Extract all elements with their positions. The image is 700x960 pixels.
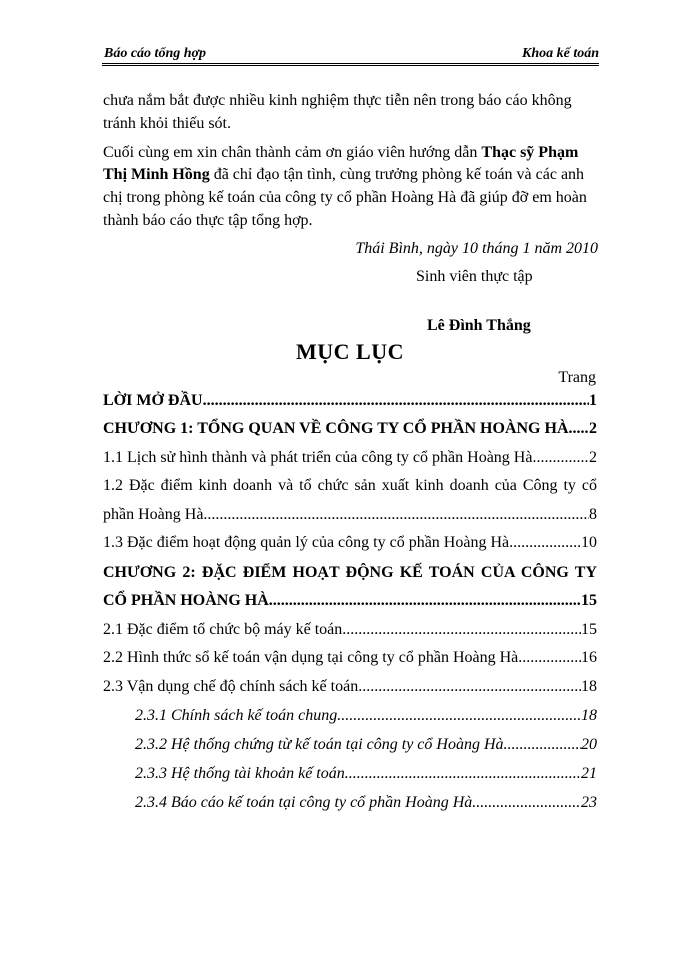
- toc-entry: 2.2 Hình thức sổ kế toán vận dụng tại công ty cổ phần Hoàng Hà ..... 16: [103, 648, 597, 668]
- toc-entry: CỔ PHẦN HOÀNG HÀ ..... 15: [103, 591, 597, 611]
- thanks-text: Cuối cùng em xin chân thành cảm ơn giáo viên hướng dẫn: [103, 144, 478, 161]
- toc-title: MỤC LỤC: [296, 339, 404, 364]
- thanks-text-2: đã chỉ đạo tận tình, cùng trưởng phòng kế toán và các anh: [213, 166, 585, 183]
- header-left-text: Báo cáo tổng hợp: [104, 46, 207, 61]
- toc-entry-wrapped-line: 1.2 Đặc điểm kinh doanh và tổ chức sản xuất kinh doanh của Công ty cổ: [103, 477, 597, 494]
- toc-entry: 2.3.3 Hệ thống tài khoản kế toán ..... 21: [135, 764, 597, 784]
- page-header: [102, 44, 599, 64]
- intro-paragraph-2-line-3: chị trong phòng kế toán của công ty cổ phần Hoàng Hà đã giúp đỡ em hoàn: [103, 189, 587, 206]
- toc-entry: LỜI MỞ ĐẦU ..... 1: [103, 391, 597, 411]
- signature-name: Lê Đình Thắng: [427, 317, 531, 334]
- toc-entry: 2.3.4 Báo cáo kế toán tại công ty cổ phần Hoàng Hà ..... 23: [135, 793, 597, 813]
- intro-paragraph-2-line-2: [103, 165, 598, 185]
- intro-paragraph-1-line-1: chưa nắm bắt được nhiều kinh nghiệm thực tiễn nên trong báo cáo không: [103, 92, 572, 109]
- toc-entry: 1.3 Đặc điểm hoạt động quản lý của công ty cổ phần Hoàng Hà ..... 10: [103, 533, 597, 553]
- advisor-name: Thị Minh Hồng: [103, 166, 210, 183]
- toc-entry: phần Hoàng Hà. ..... 8: [103, 505, 597, 525]
- toc-entry-wrapped-line: CHƯƠNG 2: ĐẶC ĐIỂM HOẠT ĐỘNG KẾ TOÁN CỦA CÔNG TY: [103, 564, 597, 581]
- toc-entry: 2.3 Vận dụng chế độ chính sách kế toán ..... 18: [103, 677, 597, 697]
- intro-paragraph-2-line-4: thành báo cáo thực tập tổng hợp.: [103, 212, 313, 229]
- toc-entry: CHƯƠNG 1: TỔNG QUAN VỀ CÔNG TY CỔ PHẦN HOÀNG HÀ ..... 2: [103, 419, 597, 439]
- toc-entry: 1.1 Lịch sử hình thành và phát triển của công ty cổ phần Hoàng Hà ..... 2: [103, 448, 597, 468]
- toc-entry: 2.3.2 Hệ thống chứng từ kế toán tại công ty cổ Hoàng Hà ..... 20: [135, 735, 597, 755]
- signature-role: Sinh viên thực tập: [416, 268, 533, 285]
- toc-entry: 2.3.1 Chính sách kế toán chung ..... 18: [135, 706, 597, 726]
- header-divider: [102, 63, 599, 66]
- toc-page-column-header: Trang: [558, 369, 596, 386]
- header-right-text: Khoa kế toán: [521, 46, 599, 61]
- intro-paragraph-2-line-1: [103, 143, 598, 163]
- toc-entry: 2.1 Đặc điểm tổ chức bộ máy kế toán ..... 15: [103, 620, 597, 640]
- intro-paragraph-1-line-2: tránh khỏi thiếu sót.: [103, 115, 231, 132]
- advisor-title: Thạc sỹ Phạm: [481, 144, 579, 161]
- signature-date: Thái Bình, ngày 10 tháng 1 năm 2010: [355, 240, 598, 257]
